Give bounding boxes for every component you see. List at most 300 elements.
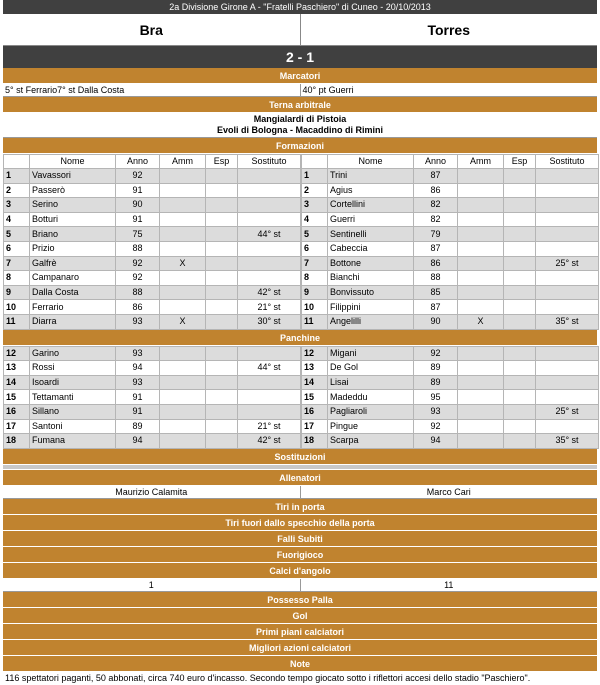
player-year: 93 bbox=[116, 375, 160, 390]
benches bbox=[3, 346, 597, 449]
column-header-number bbox=[302, 155, 328, 169]
player-number: 15 bbox=[302, 390, 328, 405]
teams-row bbox=[3, 14, 597, 46]
section-primi-piani: Primi piani calciatori bbox=[3, 624, 597, 640]
table-row bbox=[4, 256, 301, 271]
player-red-card bbox=[504, 375, 536, 390]
table-row bbox=[4, 434, 301, 449]
player-red-card bbox=[206, 169, 238, 184]
player-yellow-card bbox=[160, 361, 206, 376]
player-yellow-card bbox=[160, 434, 206, 449]
player-year: 82 bbox=[414, 198, 458, 213]
column-header-sostituto: Sostituto bbox=[536, 155, 599, 169]
player-red-card bbox=[504, 241, 536, 256]
player-year: 87 bbox=[414, 241, 458, 256]
column-header-nome: Nome bbox=[328, 155, 414, 169]
table-row bbox=[302, 227, 599, 242]
scorers-row bbox=[3, 84, 597, 97]
player-name: Isoardi bbox=[30, 375, 116, 390]
section-marcatori: Marcatori bbox=[3, 68, 597, 84]
player-yellow-card bbox=[160, 390, 206, 405]
player-substitution bbox=[536, 375, 599, 390]
player-name: Serino bbox=[30, 198, 116, 213]
table-row bbox=[4, 419, 301, 434]
player-year: 75 bbox=[116, 227, 160, 242]
section-tiri-fuori: Tiri fuori dallo specchio della porta bbox=[3, 515, 597, 531]
player-number: 14 bbox=[4, 375, 30, 390]
player-red-card bbox=[206, 212, 238, 227]
player-red-card bbox=[206, 227, 238, 242]
player-substitution: 30° st bbox=[238, 314, 301, 329]
player-year: 90 bbox=[414, 314, 458, 329]
table-row bbox=[4, 314, 301, 329]
player-name: Trini bbox=[328, 169, 414, 184]
player-yellow-card bbox=[160, 285, 206, 300]
table-row bbox=[302, 169, 599, 184]
player-name: Dalla Costa bbox=[30, 285, 116, 300]
player-red-card bbox=[504, 198, 536, 213]
player-substitution bbox=[238, 346, 301, 361]
referee-main: Mangialardi di Pistoia bbox=[253, 114, 347, 124]
player-yellow-card: X bbox=[458, 314, 504, 329]
notes-text: 116 spettatori paganti, 50 abbonati, circa 740 euro d'incasso. Secondo tempo giocato sotto i riflettori accesi dello stadio "Paschiero". bbox=[3, 672, 597, 685]
player-name: Lisai bbox=[328, 375, 414, 390]
player-number: 17 bbox=[302, 419, 328, 434]
player-name: Rossi bbox=[30, 361, 116, 376]
column-header-number bbox=[4, 155, 30, 169]
player-name: Garino bbox=[30, 346, 116, 361]
player-substitution bbox=[536, 285, 599, 300]
player-number: 9 bbox=[302, 285, 328, 300]
player-year: 79 bbox=[414, 227, 458, 242]
player-year: 93 bbox=[414, 404, 458, 419]
player-year: 92 bbox=[116, 271, 160, 286]
player-number: 13 bbox=[302, 361, 328, 376]
player-red-card bbox=[504, 169, 536, 184]
player-yellow-card bbox=[458, 434, 504, 449]
player-substitution: 21° st bbox=[238, 419, 301, 434]
player-substitution bbox=[536, 419, 599, 434]
player-number: 7 bbox=[4, 256, 30, 271]
player-red-card bbox=[206, 346, 238, 361]
player-year: 94 bbox=[116, 434, 160, 449]
home-team-name: Bra bbox=[139, 22, 163, 38]
player-yellow-card: X bbox=[160, 256, 206, 271]
player-name: Briano bbox=[30, 227, 116, 242]
player-year: 92 bbox=[414, 419, 458, 434]
player-number: 11 bbox=[4, 314, 30, 329]
player-substitution bbox=[238, 198, 301, 213]
player-name: Bianchi bbox=[328, 271, 414, 286]
player-year: 86 bbox=[116, 300, 160, 315]
player-name: Scarpa bbox=[328, 434, 414, 449]
player-substitution bbox=[536, 361, 599, 376]
player-name: Filippini bbox=[328, 300, 414, 315]
player-name: Ferrario bbox=[30, 300, 116, 315]
section-panchine: Panchine bbox=[3, 330, 597, 346]
referee-assistants: Evoli di Bologna - Macaddino di Rimini bbox=[216, 125, 383, 135]
player-number: 12 bbox=[4, 346, 30, 361]
table-row bbox=[4, 212, 301, 227]
section-note: Note bbox=[3, 656, 597, 672]
player-red-card bbox=[206, 271, 238, 286]
section-angolo: Calci d'angolo bbox=[3, 563, 597, 579]
player-name: Diarra bbox=[30, 314, 116, 329]
player-yellow-card bbox=[160, 183, 206, 198]
player-year: 94 bbox=[116, 361, 160, 376]
player-yellow-card bbox=[160, 212, 206, 227]
player-number: 4 bbox=[302, 212, 328, 227]
player-red-card bbox=[504, 404, 536, 419]
player-yellow-card bbox=[458, 256, 504, 271]
player-name: Bottone bbox=[328, 256, 414, 271]
player-number: 1 bbox=[302, 169, 328, 184]
player-name: Sillano bbox=[30, 404, 116, 419]
player-number: 8 bbox=[302, 271, 328, 286]
player-name: Galfrè bbox=[30, 256, 116, 271]
player-red-card bbox=[206, 300, 238, 315]
player-yellow-card bbox=[458, 227, 504, 242]
player-year: 95 bbox=[414, 390, 458, 405]
section-formazioni: Formazioni bbox=[3, 138, 597, 154]
player-number: 8 bbox=[4, 271, 30, 286]
player-year: 87 bbox=[414, 169, 458, 184]
player-number: 16 bbox=[302, 404, 328, 419]
player-red-card bbox=[206, 285, 238, 300]
player-red-card bbox=[206, 434, 238, 449]
player-substitution: 25° st bbox=[536, 404, 599, 419]
player-substitution bbox=[536, 300, 599, 315]
player-substitution: 42° st bbox=[238, 285, 301, 300]
player-red-card bbox=[206, 256, 238, 271]
player-red-card bbox=[206, 183, 238, 198]
player-yellow-card bbox=[160, 346, 206, 361]
player-yellow-card bbox=[458, 285, 504, 300]
column-header-anno: Anno bbox=[414, 155, 458, 169]
player-red-card bbox=[206, 361, 238, 376]
referees bbox=[3, 113, 597, 138]
player-name: Cabeccia bbox=[328, 241, 414, 256]
player-substitution bbox=[536, 198, 599, 213]
player-number: 5 bbox=[4, 227, 30, 242]
away-team-name: Torres bbox=[300, 14, 598, 45]
player-yellow-card bbox=[458, 169, 504, 184]
player-number: 4 bbox=[4, 212, 30, 227]
player-year: 86 bbox=[414, 183, 458, 198]
player-yellow-card bbox=[458, 419, 504, 434]
table-row bbox=[302, 314, 599, 329]
table-row bbox=[4, 404, 301, 419]
section-gol: Gol bbox=[3, 608, 597, 624]
player-name: De Gol bbox=[328, 361, 414, 376]
player-substitution bbox=[238, 404, 301, 419]
player-red-card bbox=[206, 241, 238, 256]
table-row bbox=[302, 375, 599, 390]
table-row bbox=[302, 390, 599, 405]
player-substitution: 44° st bbox=[238, 227, 301, 242]
player-number: 10 bbox=[4, 300, 30, 315]
player-year: 91 bbox=[116, 390, 160, 405]
player-substitution: 44° st bbox=[238, 361, 301, 376]
player-red-card bbox=[504, 183, 536, 198]
table-row bbox=[4, 361, 301, 376]
player-year: 85 bbox=[414, 285, 458, 300]
player-yellow-card bbox=[458, 183, 504, 198]
player-yellow-card bbox=[160, 241, 206, 256]
column-header-nome: Nome bbox=[30, 155, 116, 169]
player-substitution bbox=[536, 241, 599, 256]
player-yellow-card bbox=[458, 361, 504, 376]
player-number: 16 bbox=[4, 404, 30, 419]
player-yellow-card bbox=[458, 212, 504, 227]
away-coach: Marco Cari bbox=[300, 486, 598, 498]
player-red-card bbox=[206, 404, 238, 419]
home-scorers: 5° st Ferrario7° st Dalla Costa bbox=[5, 85, 125, 95]
player-red-card bbox=[504, 390, 536, 405]
table-row bbox=[4, 227, 301, 242]
player-name: Pingue bbox=[328, 419, 414, 434]
player-red-card bbox=[504, 300, 536, 315]
player-number: 3 bbox=[302, 198, 328, 213]
player-number: 6 bbox=[4, 241, 30, 256]
player-substitution bbox=[536, 227, 599, 242]
player-substitution: 35° st bbox=[536, 434, 599, 449]
player-number: 14 bbox=[302, 375, 328, 390]
player-yellow-card bbox=[458, 241, 504, 256]
player-number: 2 bbox=[302, 183, 328, 198]
column-header-anno: Anno bbox=[116, 155, 160, 169]
player-red-card bbox=[206, 314, 238, 329]
section-allenatori: Allenatori bbox=[3, 470, 597, 486]
player-number: 18 bbox=[302, 434, 328, 449]
final-score: 2 - 1 bbox=[3, 46, 597, 68]
player-name: Botturi bbox=[30, 212, 116, 227]
table-header-row bbox=[4, 155, 301, 169]
player-year: 92 bbox=[414, 346, 458, 361]
player-year: 88 bbox=[414, 271, 458, 286]
section-falli: Falli Subiti bbox=[3, 531, 597, 547]
player-name: Angelilli bbox=[328, 314, 414, 329]
table-row bbox=[4, 285, 301, 300]
lineups bbox=[3, 154, 597, 330]
coaches-row bbox=[3, 486, 597, 499]
table-row bbox=[302, 256, 599, 271]
player-substitution bbox=[238, 212, 301, 227]
player-year: 92 bbox=[116, 169, 160, 184]
player-number: 6 bbox=[302, 241, 328, 256]
player-year: 91 bbox=[116, 404, 160, 419]
table-row bbox=[302, 434, 599, 449]
match-header: 2a Divisione Girone A - "Fratelli Paschiero" di Cuneo - 20/10/2013 bbox=[3, 0, 597, 14]
player-year: 89 bbox=[414, 361, 458, 376]
home-lineup-table bbox=[3, 154, 301, 330]
player-name: Passerò bbox=[30, 183, 116, 198]
player-year: 87 bbox=[414, 300, 458, 315]
player-substitution bbox=[238, 183, 301, 198]
player-red-card bbox=[504, 346, 536, 361]
away-lineup-table bbox=[301, 154, 599, 330]
player-substitution bbox=[536, 271, 599, 286]
player-yellow-card bbox=[458, 300, 504, 315]
table-row bbox=[4, 300, 301, 315]
column-header-esp: Esp bbox=[206, 155, 238, 169]
player-substitution: 25° st bbox=[536, 256, 599, 271]
player-number: 5 bbox=[302, 227, 328, 242]
player-name: Pagliaroli bbox=[328, 404, 414, 419]
player-name: Sentinelli bbox=[328, 227, 414, 242]
table-row bbox=[4, 271, 301, 286]
section-sostituzioni: Sostituzioni bbox=[3, 449, 597, 465]
player-substitution bbox=[238, 256, 301, 271]
away-corners: 11 bbox=[300, 579, 598, 591]
table-row bbox=[302, 285, 599, 300]
player-yellow-card bbox=[160, 404, 206, 419]
section-fuorigioco: Fuorigioco bbox=[3, 547, 597, 563]
player-red-card bbox=[504, 227, 536, 242]
player-red-card bbox=[504, 271, 536, 286]
player-yellow-card bbox=[458, 375, 504, 390]
table-row bbox=[302, 404, 599, 419]
player-red-card bbox=[206, 198, 238, 213]
player-substitution bbox=[238, 271, 301, 286]
player-year: 89 bbox=[414, 375, 458, 390]
player-name: Guerri bbox=[328, 212, 414, 227]
player-name: Cortellini bbox=[328, 198, 414, 213]
player-number: 15 bbox=[4, 390, 30, 405]
player-name: Migani bbox=[328, 346, 414, 361]
player-red-card bbox=[504, 212, 536, 227]
player-name: Fumana bbox=[30, 434, 116, 449]
table-row bbox=[4, 346, 301, 361]
player-number: 18 bbox=[4, 434, 30, 449]
table-row bbox=[302, 212, 599, 227]
column-header-amm: Amm bbox=[458, 155, 504, 169]
player-red-card bbox=[206, 419, 238, 434]
player-name: Tettamanti bbox=[30, 390, 116, 405]
column-header-amm: Amm bbox=[160, 155, 206, 169]
player-number: 17 bbox=[4, 419, 30, 434]
player-substitution bbox=[238, 241, 301, 256]
player-red-card bbox=[206, 390, 238, 405]
player-number: 3 bbox=[4, 198, 30, 213]
player-yellow-card bbox=[160, 271, 206, 286]
table-row bbox=[302, 419, 599, 434]
player-name: Prizio bbox=[30, 241, 116, 256]
table-row bbox=[302, 271, 599, 286]
column-header-esp: Esp bbox=[504, 155, 536, 169]
table-row bbox=[302, 183, 599, 198]
away-bench-table bbox=[301, 346, 599, 449]
player-number: 10 bbox=[302, 300, 328, 315]
table-row bbox=[4, 183, 301, 198]
player-substitution: 42° st bbox=[238, 434, 301, 449]
section-terna: Terna arbitrale bbox=[3, 97, 597, 113]
player-substitution bbox=[238, 375, 301, 390]
player-substitution bbox=[536, 346, 599, 361]
table-row bbox=[4, 375, 301, 390]
player-number: 1 bbox=[4, 169, 30, 184]
player-number: 13 bbox=[4, 361, 30, 376]
player-name: Agius bbox=[328, 183, 414, 198]
player-yellow-card bbox=[160, 169, 206, 184]
player-number: 7 bbox=[302, 256, 328, 271]
player-year: 86 bbox=[414, 256, 458, 271]
player-year: 93 bbox=[116, 346, 160, 361]
table-row bbox=[4, 390, 301, 405]
player-year: 90 bbox=[116, 198, 160, 213]
player-year: 91 bbox=[116, 183, 160, 198]
player-yellow-card bbox=[160, 300, 206, 315]
player-red-card bbox=[504, 419, 536, 434]
player-number: 2 bbox=[4, 183, 30, 198]
table-row bbox=[4, 198, 301, 213]
table-header-row bbox=[302, 155, 599, 169]
player-red-card bbox=[504, 285, 536, 300]
player-substitution: 21° st bbox=[238, 300, 301, 315]
player-year: 94 bbox=[414, 434, 458, 449]
player-substitution bbox=[238, 390, 301, 405]
player-yellow-card bbox=[458, 198, 504, 213]
player-year: 92 bbox=[116, 256, 160, 271]
player-red-card bbox=[504, 256, 536, 271]
table-row bbox=[302, 198, 599, 213]
player-year: 88 bbox=[116, 241, 160, 256]
table-row bbox=[4, 241, 301, 256]
player-year: 89 bbox=[116, 419, 160, 434]
player-yellow-card bbox=[160, 227, 206, 242]
player-yellow-card: X bbox=[160, 314, 206, 329]
home-bench-table bbox=[3, 346, 301, 449]
player-number: 9 bbox=[4, 285, 30, 300]
table-row bbox=[302, 241, 599, 256]
player-name: Campanaro bbox=[30, 271, 116, 286]
player-yellow-card bbox=[160, 375, 206, 390]
player-number: 12 bbox=[302, 346, 328, 361]
table-row bbox=[302, 361, 599, 376]
table-row bbox=[302, 346, 599, 361]
player-substitution bbox=[536, 390, 599, 405]
table-row bbox=[4, 169, 301, 184]
column-header-sostituto: Sostituto bbox=[238, 155, 301, 169]
player-substitution bbox=[536, 169, 599, 184]
player-substitution bbox=[536, 212, 599, 227]
away-scorers: 40° pt Guerri bbox=[300, 84, 598, 96]
home-corners: 1 bbox=[148, 579, 154, 590]
player-year: 88 bbox=[116, 285, 160, 300]
player-year: 82 bbox=[414, 212, 458, 227]
player-yellow-card bbox=[160, 419, 206, 434]
player-number: 11 bbox=[302, 314, 328, 329]
player-name: Madeddu bbox=[328, 390, 414, 405]
player-yellow-card bbox=[458, 390, 504, 405]
player-yellow-card bbox=[458, 346, 504, 361]
player-red-card bbox=[504, 314, 536, 329]
corners-row bbox=[3, 579, 597, 592]
section-migliori: Migliori azioni calciatori bbox=[3, 640, 597, 656]
player-yellow-card bbox=[458, 271, 504, 286]
player-year: 91 bbox=[116, 212, 160, 227]
player-substitution bbox=[238, 169, 301, 184]
player-name: Vavassori bbox=[30, 169, 116, 184]
table-row bbox=[302, 300, 599, 315]
section-possesso: Possesso Palla bbox=[3, 592, 597, 608]
section-tiri-porta: Tiri in porta bbox=[3, 499, 597, 515]
player-year: 93 bbox=[116, 314, 160, 329]
player-yellow-card bbox=[160, 198, 206, 213]
player-yellow-card bbox=[458, 404, 504, 419]
player-substitution bbox=[536, 183, 599, 198]
home-coach: Maurizio Calamita bbox=[115, 486, 188, 497]
